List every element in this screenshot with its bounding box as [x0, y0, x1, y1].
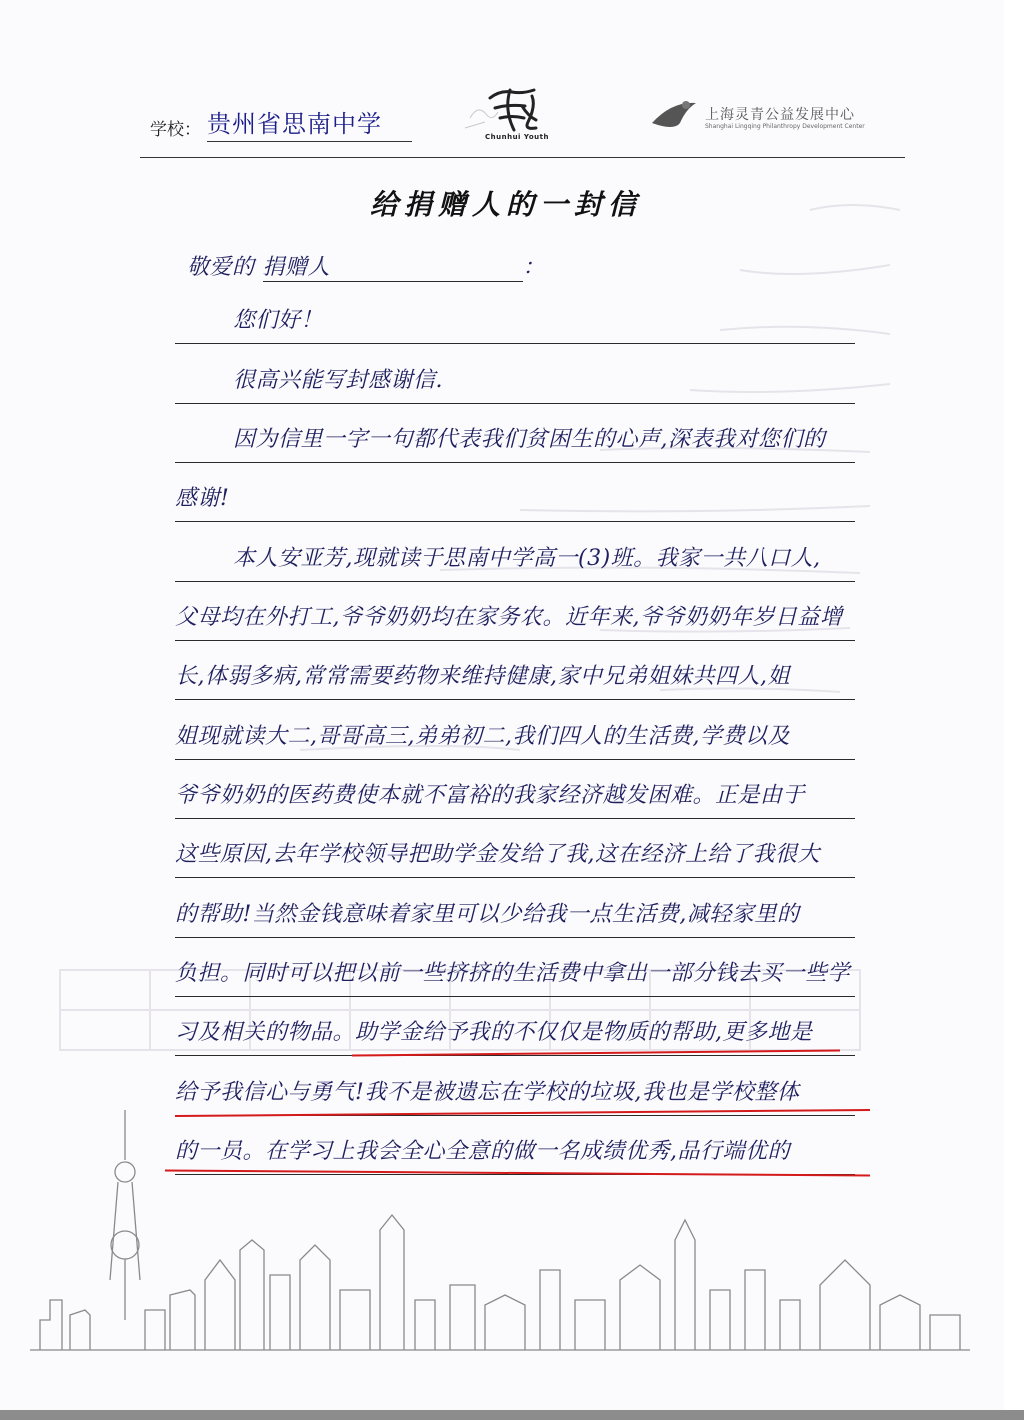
header-divider	[140, 157, 905, 158]
org-name-en: Shanghai Lingqing Philanthropy Development Center	[705, 123, 865, 130]
letter-line: 感谢!	[175, 481, 855, 522]
letter-line: 本人安亚芳,现就读于思南中学高一(3)班。我家一共八口人,	[175, 541, 855, 582]
org-logo-icon	[650, 95, 700, 133]
greeting-line	[175, 250, 546, 290]
letter-line: 您们好！	[175, 303, 855, 344]
letter-line: 的一员。在学习上我会全心全意的做一名成绩优秀,品行端优的	[175, 1134, 855, 1175]
letter-line: 这些原因,去年学校领导把助学金发给了我,这在经济上给了我很大	[175, 837, 855, 878]
letter-line: 的帮助!当然金钱意味着家里可以少给我一点生活费,减轻家里的	[175, 897, 855, 938]
recipient-name: 捐赠人	[263, 250, 523, 282]
letter-title: 给捐赠人的一封信	[370, 188, 643, 221]
letter-line: 因为信里一字一句都代表我们贫困生的心声,深表我对您们的	[175, 422, 855, 463]
school-name: 贵州省思南中学	[207, 104, 412, 142]
letter-line: 长,体弱多病,常常需要药物来维持健康,家中兄弟姐妹共四人,姐	[175, 659, 855, 700]
greeting-suffix: ：	[522, 255, 546, 280]
letter-line: 爷爷奶奶的医药费使本就不富裕的我家经济越发困难。正是由于	[175, 778, 855, 819]
letter-line: 负担。同时可以把以前一些挤挤的生活费中拿出一部分钱去买一些学	[175, 956, 855, 997]
letter-line: 习及相关的物品。助学金给予我的不仅仅是物质的帮助,更多地是	[175, 1015, 855, 1056]
brand-name: Chunhui Youth	[485, 133, 549, 141]
greeting-prefix: 敬爱的	[187, 255, 255, 280]
school-label: 学校：	[150, 120, 201, 140]
city-skyline-illustration	[30, 1100, 970, 1360]
letter-line: 姐现就读大二,哥哥高三,弟弟初二,我们四人的生活费,学费以及	[175, 719, 855, 760]
org-name: 上海灵青公益发展中心	[705, 107, 855, 123]
scan-edge	[0, 1410, 1024, 1420]
letter-line: 父母均在外打工,爷爷奶奶均在家务农。近年来,爷爷奶奶年岁日益增	[175, 600, 855, 641]
letter-line: 很高兴能写封感谢信.	[175, 363, 855, 404]
letter-line: 给予我信心与勇气!我不是被遗忘在学校的垃圾,我也是学校整体	[175, 1075, 855, 1116]
